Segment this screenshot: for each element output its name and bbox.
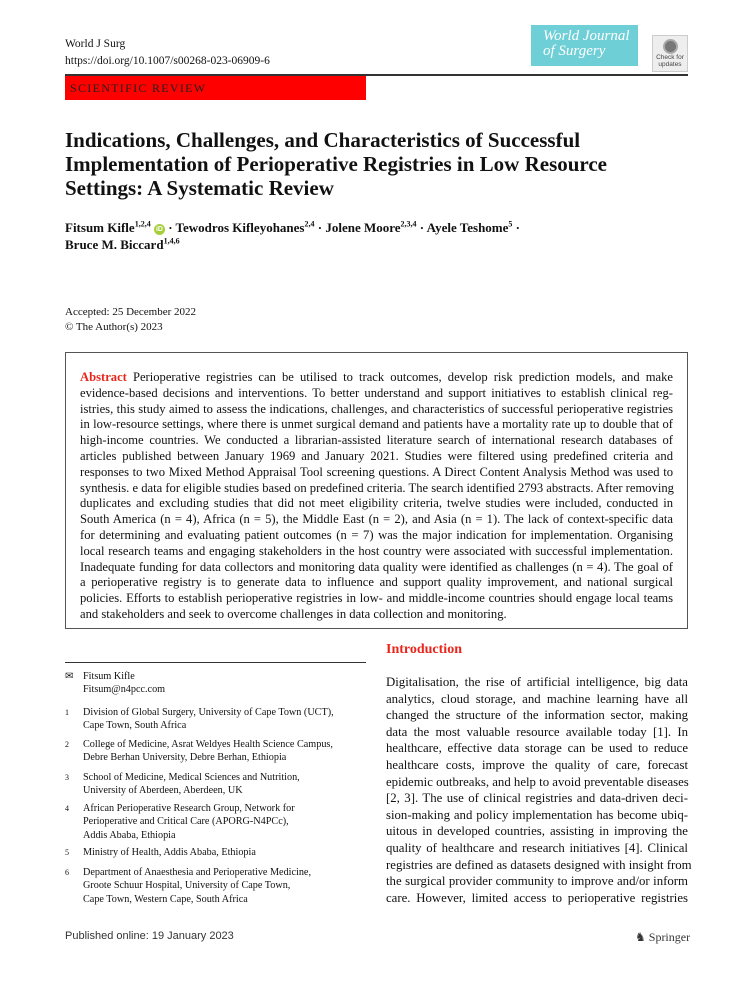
title-line: Implementation of Perioperative Registries in Low Resource — [65, 152, 608, 176]
abstract-text: evidence-based decisions and interventions. To better understand and support initiatives to establish clinical reg- — [80, 385, 673, 400]
author-name[interactable]: Jolene Moore — [325, 220, 401, 235]
abstract-line — [80, 433, 673, 449]
abstract-line — [80, 481, 673, 497]
abstract-text: and stakeholders and seek to overcome challenges in data collection and monitoring. — [80, 606, 507, 621]
abstract-line — [80, 496, 673, 512]
separator: · — [416, 220, 427, 235]
paragraph-line: care. However, limited access to perioperative registries — [386, 890, 688, 905]
abstract-line — [80, 544, 673, 560]
author-affiliation: 5 — [508, 219, 513, 229]
author-name[interactable]: Fitsum Kifle — [65, 220, 135, 235]
separator: · — [512, 220, 520, 235]
abstract-line — [80, 386, 673, 402]
abstract-line — [80, 591, 673, 607]
check-label: Check for updates — [656, 54, 684, 68]
abstract-text: Perioperative registries can be utilised to track outcomes, develop risk prediction models, and make — [126, 370, 673, 384]
envelope-icon: ✉ — [65, 671, 74, 682]
abstract-text: South America (n = 4), Africa (n = 5), the Middle East (n = 2), and Asia (n = 1). The lack of context-specific data — [80, 512, 673, 527]
abstract-text: articles published between January 1969 and January 2021. Studies were filtered using predefined criteria and — [80, 448, 673, 463]
introduction-body — [386, 674, 692, 906]
logo-line: of Surgery — [543, 43, 606, 59]
doi-link[interactable]: https://doi.org/10.1007/s00268-023-06909-6 — [65, 55, 270, 67]
abstract-line — [80, 575, 673, 591]
abstract-text: in low-resource settings, where there is unmet surgical demand and patients have a mortality rate up to double that of — [80, 417, 673, 432]
abstract-line — [80, 370, 673, 386]
email-link[interactable]: Fitsum@n4pcc.com — [83, 684, 166, 696]
published-online: Published online: 19 January 2023 — [65, 930, 234, 942]
paragraph-line: changed the structure of the information sector, making — [386, 708, 688, 723]
title-line: Settings: A Systematic Review — [65, 176, 334, 200]
publisher-name: Springer — [648, 930, 691, 944]
abstract-text: a perioperative registry is to generate data to influence and support quality improvement, and national surgical — [80, 575, 673, 590]
separator: · — [164, 220, 176, 235]
journal-logo — [531, 25, 638, 66]
abstract-text: istries, this study aimed to assess the indications, challenges, and characteristics of successful perioperative registries — [80, 401, 673, 416]
paragraph-line: quality of healthcare and research initiatives [4]. Clinical — [386, 840, 688, 855]
author-list — [65, 219, 520, 253]
affiliation-line: African Perioperative Research Group, Network for — [83, 803, 295, 814]
affiliation-line: Perioperative and Critical Care (APORG-N4PCc), — [83, 816, 289, 828]
springer-horse-icon: ♞ — [635, 930, 649, 944]
abstract-line — [80, 528, 673, 544]
abstract-text: for determining and evaluating patient outcomes (n = 7) was the major indication for implementation. Organising — [80, 527, 673, 542]
publication-dates — [65, 305, 196, 335]
abstract-text: policies. Efforts to establish perioperative registries in low- and middle-income countries should engage local teams — [80, 591, 673, 606]
check-icon — [663, 39, 678, 54]
affiliation-number: 6 — [65, 868, 69, 877]
paragraph-line: uitous in developed countries, assisting in improving the — [386, 824, 688, 839]
abstract-text: local research teams and engaging stakeholders in the host country were associated with successful implementation. — [80, 543, 673, 558]
abstract-text: synthesis. e data for eligible studies based on predefined criteria. The search identified 2793 abstracts. After removing — [80, 480, 674, 495]
affiliation-line: Cape Town, Western Cape, South Africa — [83, 893, 248, 905]
abstract-line — [80, 417, 673, 433]
springer-logo — [635, 930, 690, 945]
abstract-line — [80, 560, 673, 576]
abstract-line — [80, 512, 673, 528]
abstract-label: Abstract — [80, 370, 127, 384]
paragraph-line: Digitalisation, the rise of artificial intelligence, big data — [386, 675, 688, 689]
paragraph-line: healthcare, effective data storage can be used to reduce — [386, 741, 688, 756]
abstract-line — [80, 402, 673, 418]
affiliation-line: College of Medicine, Asrat Weldyes Health Science Campus, — [83, 739, 333, 750]
paragraph-line: sion-making and policy implementation has become ubiq- — [386, 807, 688, 822]
accepted-date: Accepted: 25 December 2022 — [65, 306, 197, 318]
paragraph-line: [2, 3]. The use of clinical registries and data-driven deci- — [386, 791, 688, 806]
affiliation-line: School of Medicine, Medical Sciences and Nutrition, — [83, 772, 300, 783]
paragraph-line: data the most valuable resource available today [1]. In — [386, 724, 688, 739]
orcid-icon[interactable]: iD — [155, 225, 163, 233]
affiliation-number: 3 — [65, 773, 69, 782]
introduction-heading: Introduction — [386, 642, 462, 657]
paragraph-line: the surgical provider community to improve and/or inform — [386, 874, 688, 889]
section-label: SCIENTIFIC REVIEW — [65, 76, 366, 100]
author-name[interactable]: Tewodros Kifleyohanes — [175, 220, 305, 235]
affiliation-line: Debre Berhan University, Debre Berhan, Ethiopia — [83, 752, 287, 764]
affiliation-line: University of Aberdeen, Aberdeen, UK — [83, 785, 243, 797]
journal-name: World J Surg — [65, 38, 126, 50]
separator: · — [314, 220, 326, 235]
abstract-box — [65, 352, 688, 629]
footnote-rule — [65, 662, 366, 663]
author-affiliation: 1,4,6 — [163, 236, 180, 246]
affiliation-line: Groote Schuur Hospital, University of Cape Town, — [83, 880, 291, 892]
author-affiliation: 2,4 — [304, 219, 315, 229]
affiliation-line: Division of Global Surgery, University of Cape Town (UCT), — [83, 707, 334, 718]
paragraph-line: registries are defined as datasets designed with insight from — [386, 857, 692, 872]
affiliation-line: Department of Anaesthesia and Perioperative Medicine, — [83, 867, 312, 878]
paragraph-line: healthcare costs, improve the quality of care, forecast — [386, 757, 688, 772]
author-affiliation: 1,2,4 — [134, 219, 151, 229]
affiliation-number: 4 — [65, 804, 69, 813]
copyright: © The Author(s) 2023 — [65, 321, 163, 333]
paragraph-line: analytics, cloud storage, and machine learning have all — [386, 691, 688, 706]
abstract-text: responses to two Mixed Method Appraisal Tool screening questions. A Direct Content Analysis Method was used to — [80, 464, 673, 479]
affiliation-line: Cape Town, South Africa — [83, 720, 187, 732]
paragraph-line: epidemic outbreaks, and help to avoid preventable diseases — [386, 774, 689, 789]
affiliation-line: Ministry of Health, Addis Ababa, Ethiopia — [83, 847, 256, 858]
author-name[interactable]: Bruce M. Biccard — [65, 237, 164, 252]
affiliation-number: 5 — [65, 848, 69, 857]
abstract-text: duplicates and excluding studies that did not meet eligibility criteria, twelve studies were included, conducted in — [80, 496, 673, 511]
abstract-line — [80, 449, 673, 465]
affiliation-line: Fitsum Kifle — [83, 671, 135, 682]
abstract-line — [80, 607, 673, 623]
affiliation-line: Addis Ababa, Ethiopia — [83, 829, 176, 841]
logo-line: World Journal — [543, 28, 630, 44]
affiliation-number: 2 — [65, 740, 69, 749]
article-title — [65, 128, 665, 200]
title-line: Indications, Challenges, and Characteristics of Successful — [65, 128, 581, 152]
abstract-text: high-income countries. We conducted a librarian-assisted literature search of international research databases of — [80, 433, 673, 448]
abstract-line — [80, 465, 673, 481]
author-affiliation: 2,3,4 — [400, 219, 417, 229]
check-for-updates-badge[interactable] — [652, 35, 688, 72]
abstract-text: Inadequate funding for data collectors and monitoring data quality were identified as challenges (n = 4). The goal of — [80, 559, 673, 574]
affiliation-number: 1 — [65, 708, 69, 717]
author-name[interactable]: Ayele Teshome — [426, 220, 509, 235]
